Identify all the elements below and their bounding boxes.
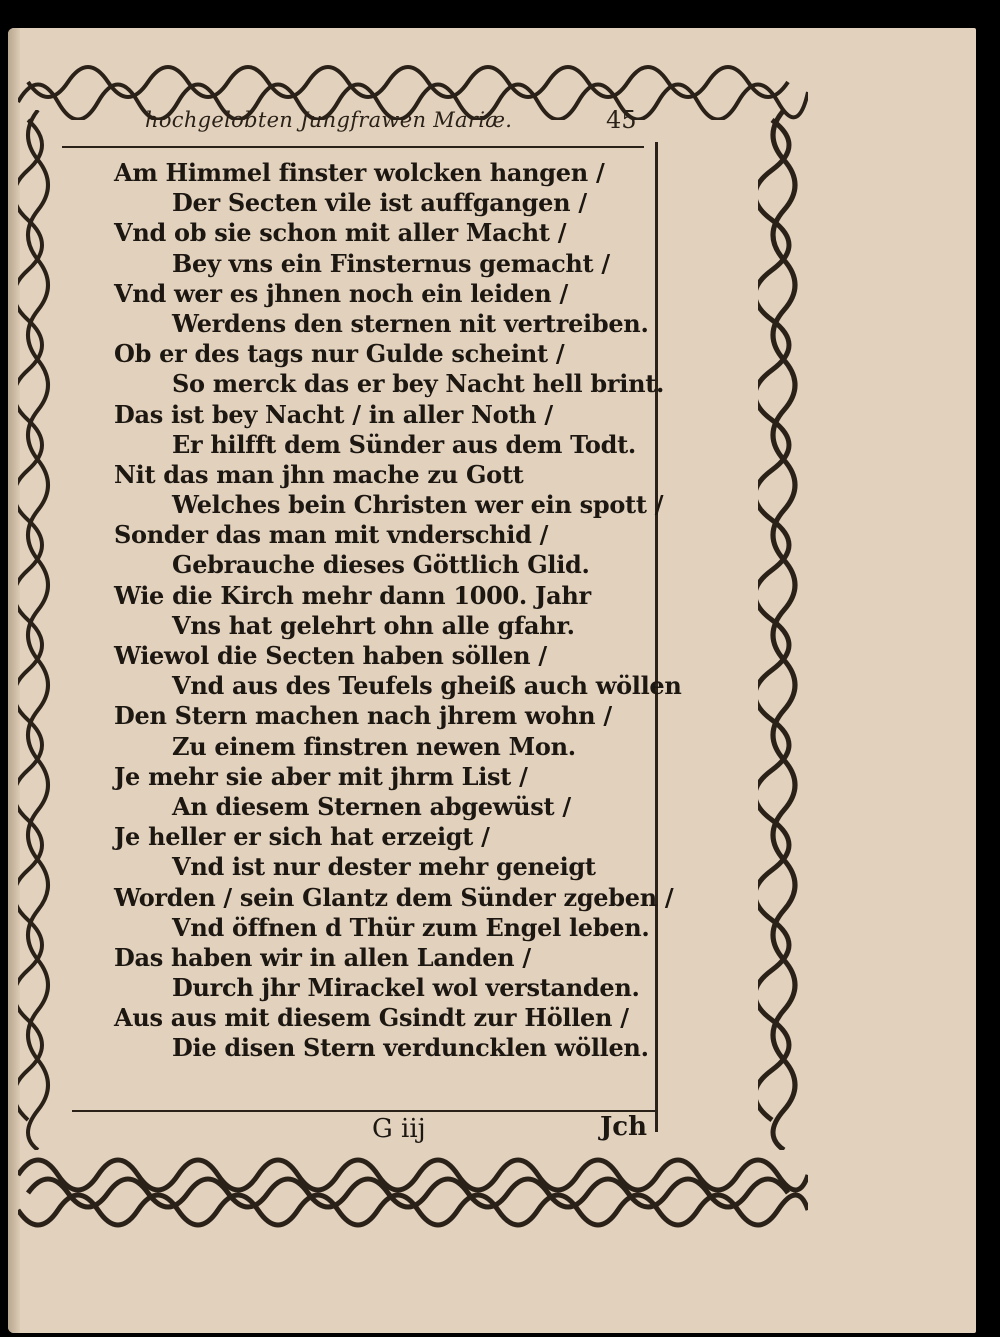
verse-text bbox=[70, 158, 682, 1064]
verse-line: Werdens den sternen nit vertreiben. bbox=[172, 308, 649, 338]
verse-line: Ob er des tags nur Gulde scheint / bbox=[114, 339, 565, 369]
verse-line: Worden / sein Glantz dem Sünder zgeben / bbox=[114, 882, 674, 912]
catchword: Jch bbox=[600, 1112, 648, 1142]
verse-line: Das ist bey Nacht / in aller Noth / bbox=[114, 399, 553, 429]
header-rule bbox=[62, 146, 644, 148]
page-number: 45 bbox=[606, 106, 637, 134]
verse-line: Je mehr sie aber mit jhrm List / bbox=[114, 761, 528, 791]
verse-line: Aus aus mit diesem Gsindt zur Höllen / bbox=[114, 1003, 629, 1033]
ornament-border-left bbox=[18, 110, 58, 1150]
verse-line: Durch jhr Mirackel wol verstanden. bbox=[172, 973, 640, 1003]
verse-line: Der Secten vile ist auffgangen / bbox=[172, 188, 587, 218]
verse-line: Die disen Stern verduncklen wöllen. bbox=[172, 1033, 649, 1063]
verse-line: An diesem Sternen abgewüst / bbox=[172, 791, 571, 821]
verse-line: Nit das man jhn mache zu Gott bbox=[114, 459, 524, 489]
ornament-border-bottom bbox=[18, 1145, 808, 1237]
verse-line: So merck das er bey Nacht hell brint. bbox=[172, 369, 665, 399]
running-head: hochgelobten Jungfrawen Mariæ. bbox=[145, 108, 513, 132]
verse-line: Zu einem finstren newen Mon. bbox=[172, 731, 576, 761]
verse-line: Vnd öffnen d Thür zum Engel leben. bbox=[172, 912, 650, 942]
verse-line: Bey vns ein Finsternus gemacht / bbox=[172, 248, 610, 278]
verse-line: Wie die Kirch mehr dann 1000. Jahr bbox=[114, 580, 591, 610]
verse-line: Vns hat gelehrt ohn alle gfahr. bbox=[172, 610, 575, 640]
ornament-border-right bbox=[758, 110, 810, 1150]
verse-line: Am Himmel finster wolcken hangen / bbox=[114, 158, 605, 187]
verse-line: Das haben wir in allen Landen / bbox=[114, 942, 531, 972]
verse-line: Vnd ob sie schon mit aller Macht / bbox=[114, 218, 567, 248]
verse-line: Gebrauche dieses Göttlich Glid. bbox=[172, 550, 590, 580]
verse-line: Je heller er sich hat erzeigt / bbox=[114, 822, 490, 852]
verse-line: Den Stern machen nach jhrem wohn / bbox=[114, 701, 612, 731]
verse-line: Vnd aus des Teufels gheiß auch wöllen bbox=[172, 671, 682, 701]
column-rule-right bbox=[655, 142, 658, 1132]
verse-line: Sonder das man mit vnderschid / bbox=[114, 520, 549, 550]
verse-line: Wiewol die Secten haben söllen / bbox=[114, 641, 547, 670]
verse-line: Er hilfft dem Sünder aus dem Todt. bbox=[172, 429, 636, 459]
verse-line: Vnd ist nur dester mehr geneigt bbox=[172, 852, 596, 882]
verse-line: Welches bein Christen wer ein spott / bbox=[172, 490, 664, 520]
signature-mark: G iij bbox=[372, 1114, 426, 1144]
footer-rule bbox=[72, 1110, 657, 1112]
verse-line: Vnd wer es jhnen noch ein leiden / bbox=[114, 278, 568, 308]
